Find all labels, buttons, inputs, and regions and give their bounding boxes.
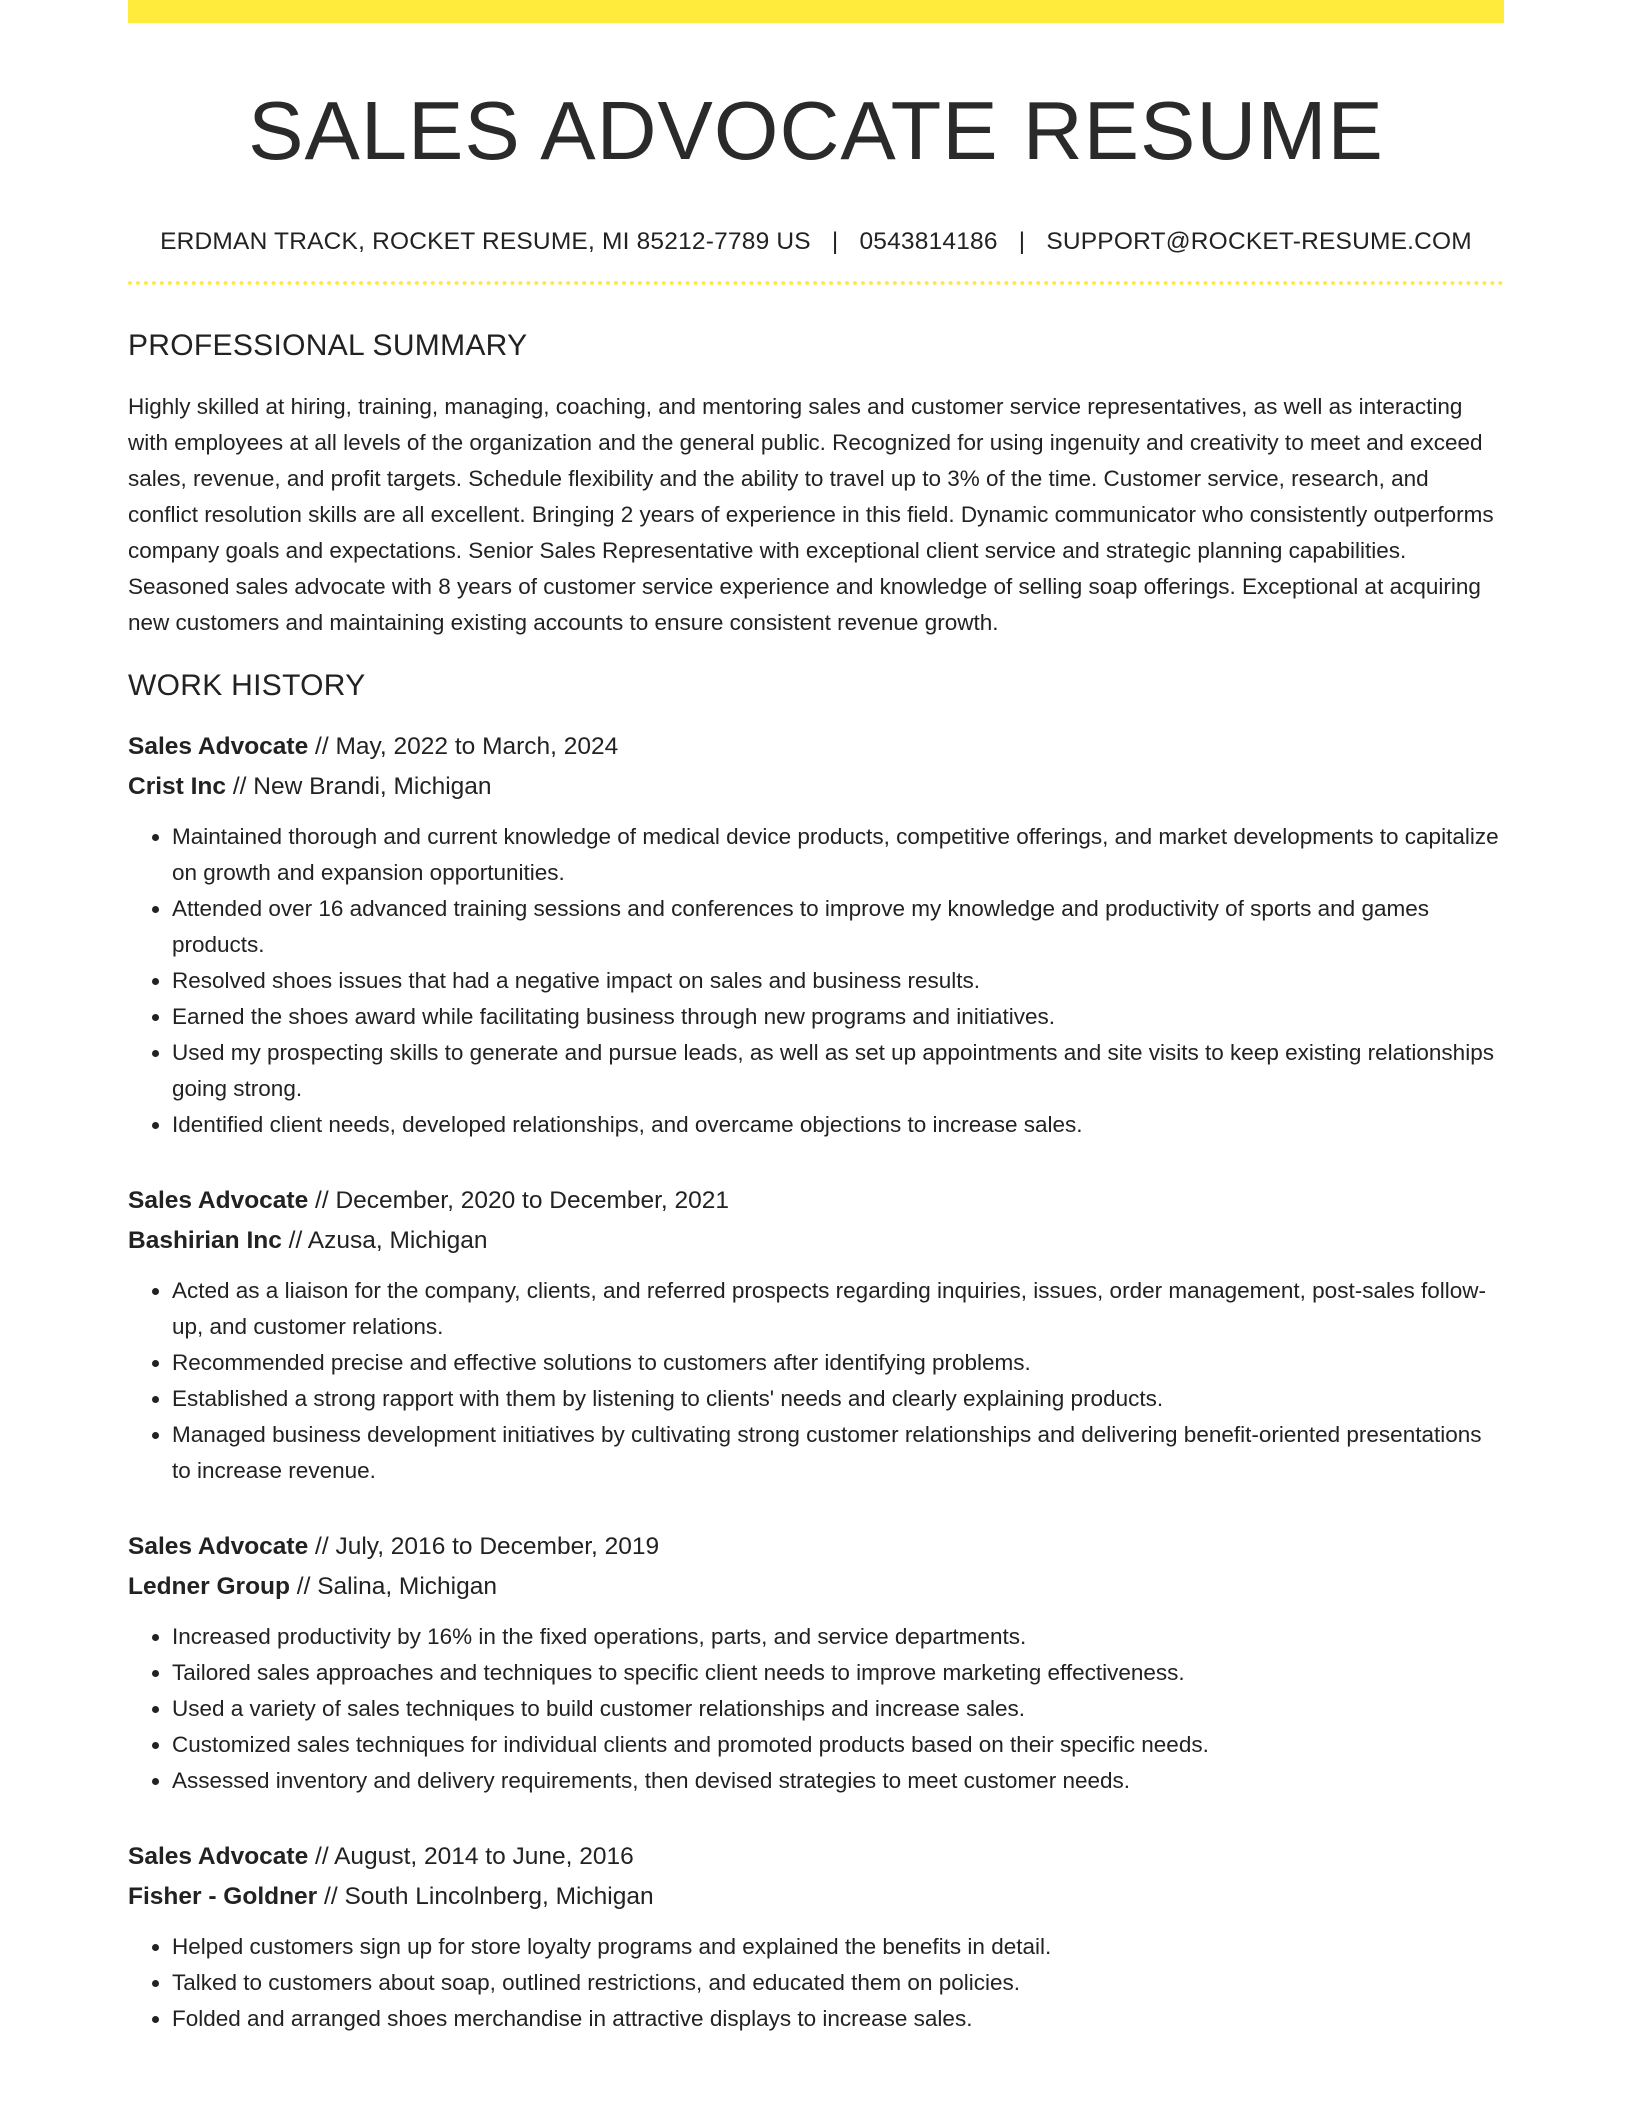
job-title-line (128, 1837, 1504, 1877)
job-title: Sales Advocate (128, 1843, 309, 1871)
summary-text: Highly skilled at hiring, training, managing, coaching, and mentoring sales and customer service representatives, as well as interacting with employees at all levels of the organization and the general public. Recognized for using ingenuity and creativity to meet and exceed sales, revenue, and profit targets. Schedule flexibility and the ability to travel up to 3% of the time. Customer service, research, and conflict resolution skills are all excellent. Bringing 2 years of experience in this field. Dynamic communicator who consistently outperforms company goals and expectations. Senior Sales Representative with exceptional client service and strategic planning capabilities. Seasoned sales advocate with 8 years of customer service experience and knowledge of selling soap offerings. Exceptional at acquiring new customers and maintaining existing accounts to ensure consistent revenue growth. (128, 394, 1494, 636)
list-item: • Established a strong rapport with them by listening to clients' needs and clearly explaining products. (172, 1381, 1504, 1417)
job-entry (128, 1181, 1504, 1489)
dotted-divider (128, 281, 1504, 285)
contact-line (128, 228, 1504, 256)
job-dates: // August, 2014 to June, 2016 (308, 1843, 634, 1871)
company-name: Bashirian Inc (128, 1227, 282, 1255)
list-item: • Customized sales techniques for individual clients and promoted products based on their specific needs. (172, 1727, 1504, 1763)
company-name: Crist Inc (128, 773, 227, 801)
section-heading: PROFESSIONAL SUMMARY (128, 329, 528, 363)
job-dates: // May, 2022 to March, 2024 (308, 733, 619, 761)
professional-summary-section (128, 329, 1504, 641)
list-item: • Resolved shoes issues that had a negative impact on sales and business results. (172, 963, 1504, 999)
page-title: SALES ADVOCATE RESUME (248, 84, 1384, 177)
list-item: • Talked to customers about soap, outlined restrictions, and educated them on policies. (172, 1965, 1504, 2001)
phone: 0543814186 (859, 228, 998, 256)
separator: | (831, 228, 839, 256)
job-title-line (128, 1181, 1504, 1221)
company-location: // Azusa, Michigan (281, 1227, 488, 1255)
job-entry (128, 727, 1504, 1143)
company-location: // New Brandi, Michigan (226, 773, 492, 801)
list-item: • Maintained thorough and current knowledge of medical device products, competitive offerings, and market developments to capitalize on growth and expansion opportunities. (172, 819, 1504, 891)
list-item: • Identified client needs, developed relationships, and overcame objections to increase sales. (172, 1107, 1504, 1143)
company-location: // Salina, Michigan (289, 1573, 497, 1601)
section-heading: WORK HISTORY (128, 669, 366, 703)
list-item: • Increased productivity by 16% in the fixed operations, parts, and service departments. (172, 1619, 1504, 1655)
work-history-section (128, 669, 1504, 2037)
job-company-line (128, 1877, 1504, 1917)
company-name: Fisher - Goldner (128, 1883, 318, 1911)
job-title: Sales Advocate (128, 733, 309, 761)
job-title-line (128, 1527, 1504, 1567)
job-entry (128, 1527, 1504, 1799)
top-accent-bar (128, 0, 1504, 23)
list-item: • Tailored sales approaches and techniques to specific client needs to improve marketing effectiveness. (172, 1655, 1504, 1691)
job-company-line (128, 767, 1504, 807)
company-name: Ledner Group (128, 1573, 290, 1601)
job-title: Sales Advocate (128, 1187, 309, 1215)
list-item: • Used a variety of sales techniques to build customer relationships and increase sales. (172, 1691, 1504, 1727)
list-item: • Managed business development initiatives by cultivating strong customer relationships and delivering benefit-oriented presentations to increase revenue. (172, 1417, 1504, 1489)
list-item: • Used my prospecting skills to generate and pursue leads, as well as set up appointments and site visits to keep existing relationships going strong. (172, 1035, 1504, 1107)
email: SUPPORT@ROCKET-RESUME.COM (1046, 228, 1472, 256)
job-title: Sales Advocate (128, 1533, 309, 1561)
job-entry (128, 1837, 1504, 2037)
job-company-line (128, 1221, 1504, 1261)
list-item: • Acted as a liaison for the company, clients, and referred prospects regarding inquiries, issues, order management, post-sales follow-up, and customer relations. (172, 1273, 1504, 1345)
duties-list (128, 1273, 1504, 1489)
address: ERDMAN TRACK, ROCKET RESUME, MI 85212-7789 US (160, 228, 811, 256)
company-location: // South Lincolnberg, Michigan (317, 1883, 654, 1911)
duties-list (128, 1929, 1504, 2037)
list-item: • Earned the shoes award while facilitating business through new programs and initiatives. (172, 999, 1504, 1035)
job-company-line (128, 1567, 1504, 1607)
list-item: • Helped customers sign up for store loyalty programs and explained the benefits in detail. (172, 1929, 1504, 1965)
list-item: • Folded and arranged shoes merchandise in attractive displays to increase sales. (172, 2001, 1504, 2037)
duties-list (128, 1619, 1504, 1799)
list-item: • Assessed inventory and delivery requirements, then devised strategies to meet customer needs. (172, 1763, 1504, 1799)
job-dates: // July, 2016 to December, 2019 (308, 1533, 660, 1561)
list-item: • Attended over 16 advanced training sessions and conferences to improve my knowledge and productivity of sports and games products. (172, 891, 1504, 963)
list-item: • Recommended precise and effective solutions to customers after identifying problems. (172, 1345, 1504, 1381)
resume-page (128, 0, 1504, 2037)
job-dates: // December, 2020 to December, 2021 (308, 1187, 730, 1215)
job-title-line (128, 727, 1504, 767)
duties-list (128, 819, 1504, 1143)
separator: | (1018, 228, 1026, 256)
